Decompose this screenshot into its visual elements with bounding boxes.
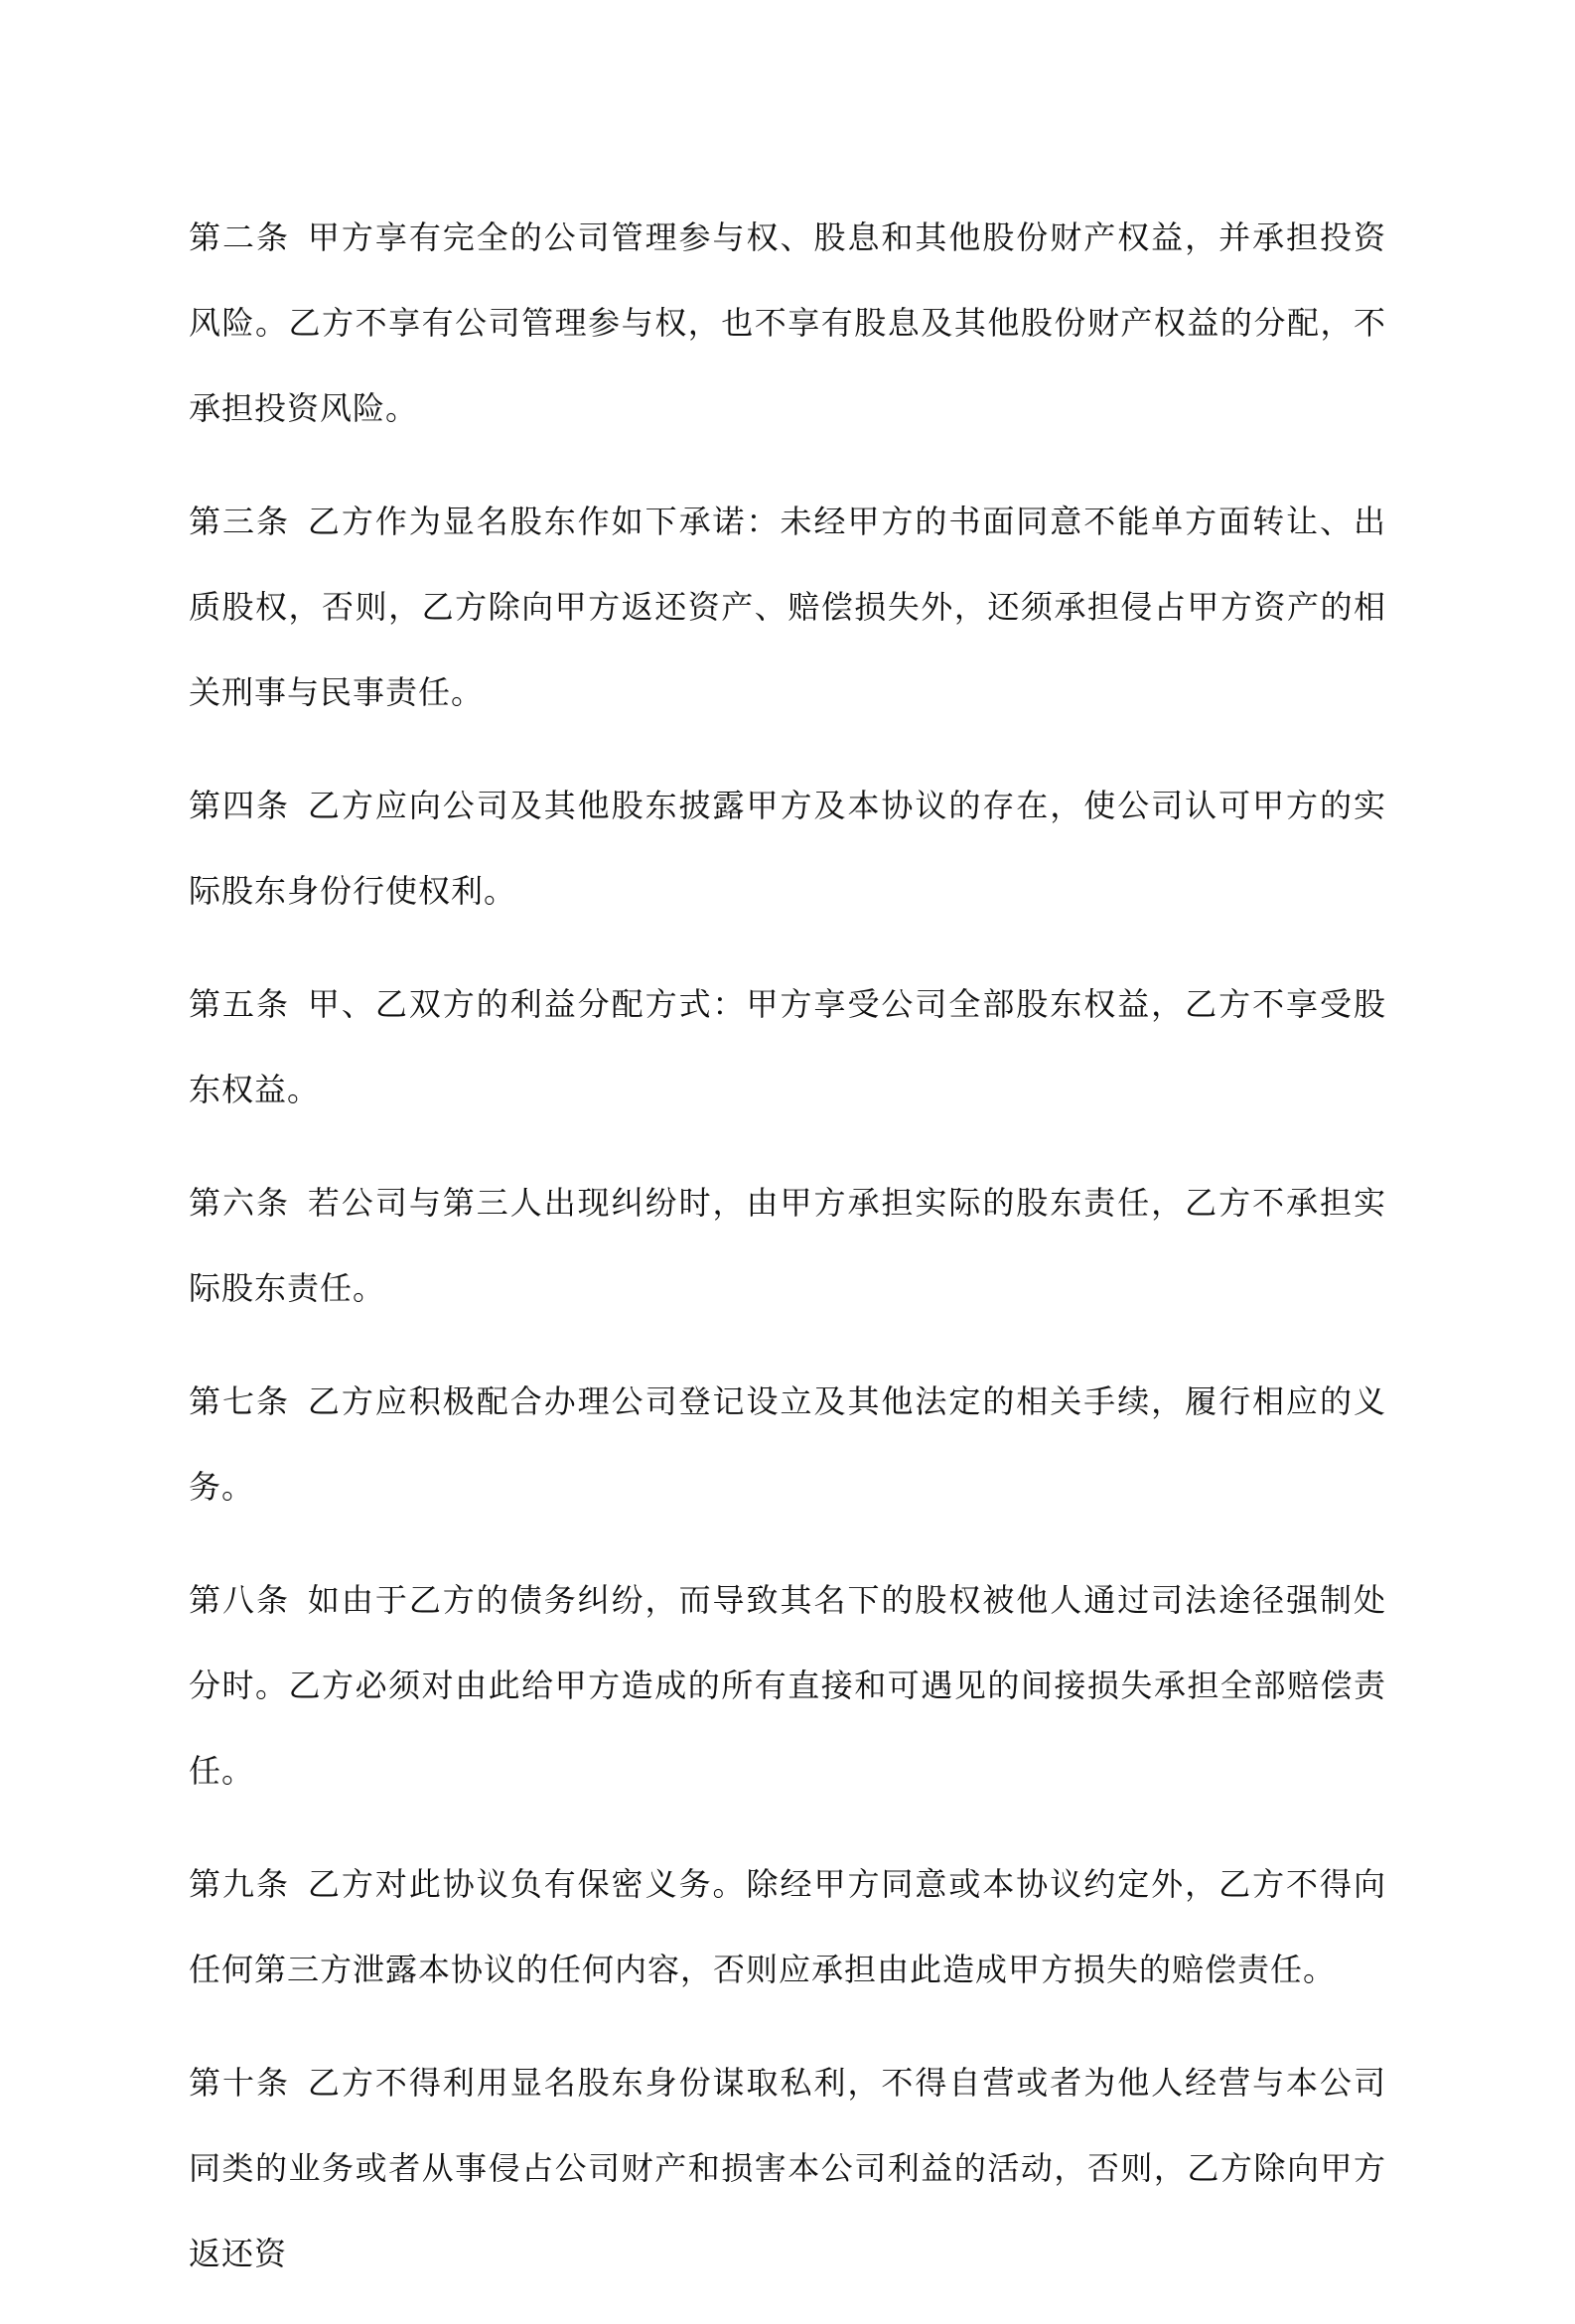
clause-text: 乙方应向公司及其他股东披露甲方及本协议的存在，使公司认可甲方的实际股东身份行使权利。 (189, 787, 1386, 910)
clause-number: 第七条 (189, 1382, 290, 1420)
clause-text: 若公司与第三人出现纠纷时，由甲方承担实际的股东责任，乙方不承担实际股东责任。 (189, 1184, 1386, 1307)
clause-number: 第三条 (189, 503, 290, 540)
clause-6 (189, 1160, 1386, 1331)
clause-2 (189, 195, 1386, 451)
clause-9 (189, 1841, 1386, 2012)
clause-7 (189, 1359, 1386, 1529)
clause-number: 第六条 (189, 1184, 290, 1222)
clause-8 (189, 1557, 1386, 1814)
clause-number: 第四条 (189, 787, 290, 824)
clause-text: 乙方作为显名股东作如下承诺：未经甲方的书面同意不能单方面转让、出质股权，否则，乙方除向甲方返还资产、赔偿损失外，还须承担侵占甲方资产的相关刑事与民事责任。 (189, 503, 1386, 711)
clause-number: 第十条 (189, 2064, 290, 2102)
clause-text: 如由于乙方的债务纠纷，而导致其名下的股权被他人通过司法途径强制处分时。乙方必须对由此给甲方造成的所有直接和可遇见的间接损失承担全部赔偿责任。 (189, 1581, 1386, 1790)
clause-text: 乙方对此协议负有保密义务。除经甲方同意或本协议约定外，乙方不得向任何第三方泄露本协议的任何内容，否则应承担由此造成甲方损失的赔偿责任。 (189, 1865, 1386, 1988)
clause-text: 甲、乙双方的利益分配方式：甲方享受公司全部股东权益，乙方不享受股东权益。 (189, 985, 1386, 1108)
clause-text: 甲方享有完全的公司管理参与权、股息和其他股份财产权益，并承担投资风险。乙方不享有公司管理参与权，也不享有股息及其他股份财产权益的分配，不承担投资风险。 (189, 218, 1386, 427)
clause-number: 第二条 (189, 218, 290, 256)
clause-5 (189, 961, 1386, 1132)
clause-text: 乙方应积极配合办理公司登记设立及其他法定的相关手续，履行相应的义务。 (189, 1382, 1386, 1506)
clause-3 (189, 479, 1386, 735)
clause-10 (189, 2040, 1386, 2296)
clause-4 (189, 763, 1386, 934)
clause-text: 乙方不得利用显名股东身份谋取私利，不得自营或者为他人经营与本公司同类的业务或者从事侵占公司财产和损害本公司利益的活动，否则，乙方除向甲方返还资 (189, 2064, 1386, 2272)
clause-number: 第五条 (189, 985, 290, 1023)
clause-number: 第八条 (189, 1581, 290, 1619)
document-page (189, 195, 1386, 2324)
clause-number: 第九条 (189, 1865, 290, 1903)
